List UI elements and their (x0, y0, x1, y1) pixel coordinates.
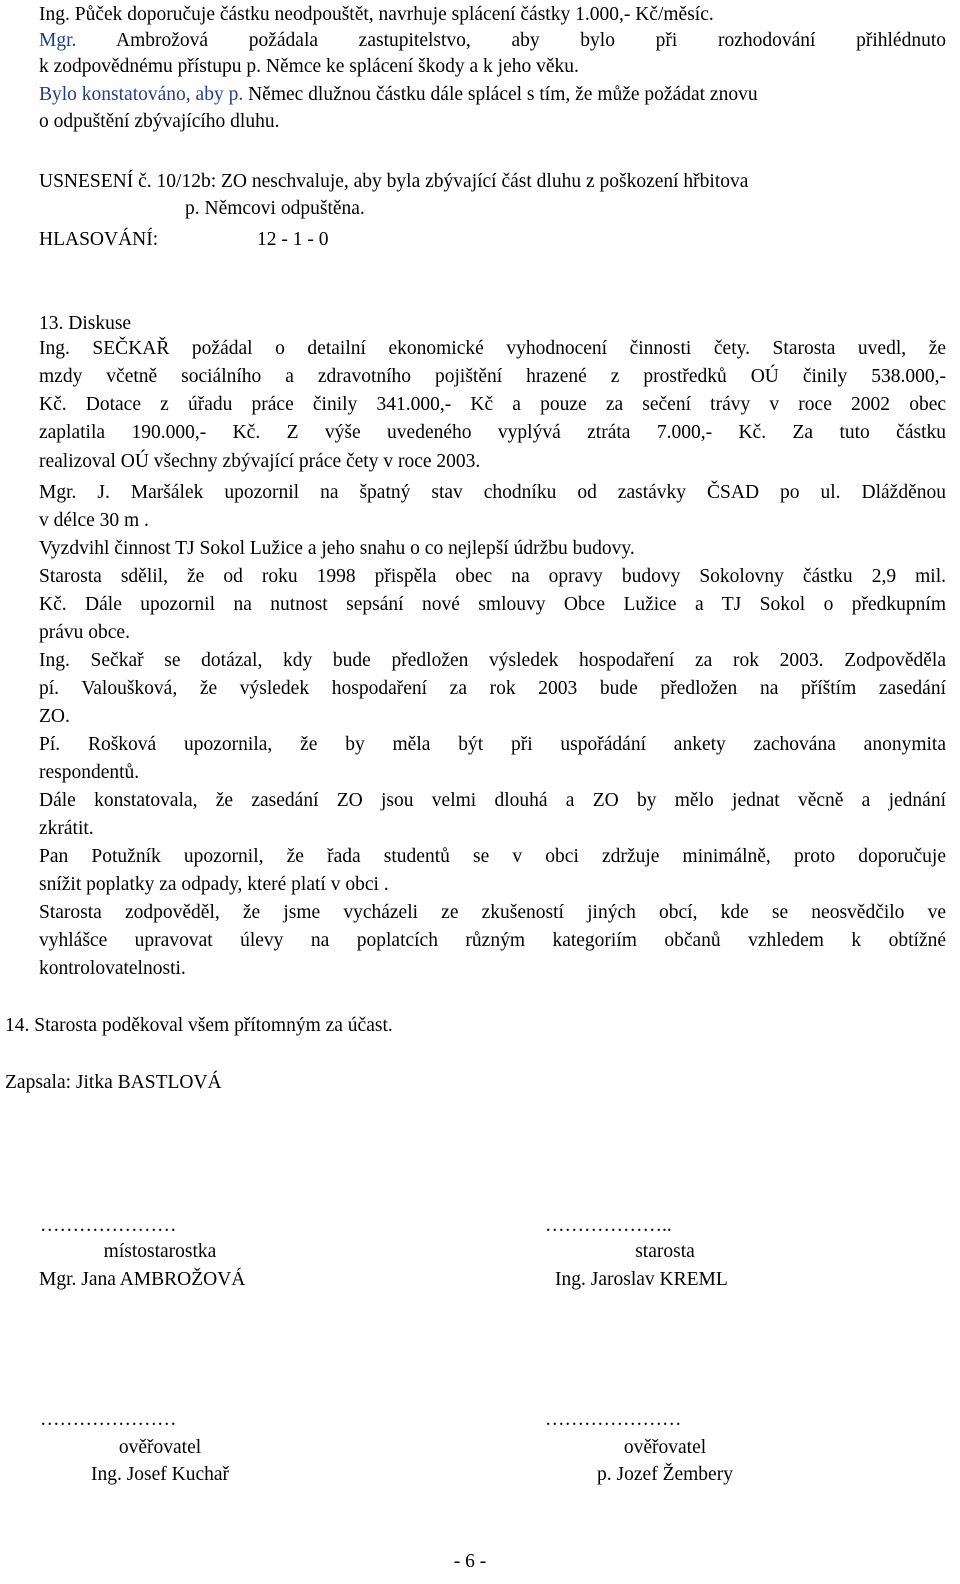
signature-line-verifier-2: ………………… (545, 1409, 682, 1430)
signature-line-deputy: ………………… (40, 1215, 177, 1236)
intro-line-4-prefix: Bylo konstatováno, aby p. (39, 84, 244, 105)
discussion-line: Mgr. J. Maršálek upozornil na špatný stav chodníku od zastávky ČSAD po ul. Dlážděnou (39, 482, 946, 503)
intro-line-5: o odpuštění zbývajícího dluhu. (39, 111, 280, 132)
discussion-line: v délce 30 m . (39, 510, 149, 531)
verifier-2-role: ověřovatel (623, 1437, 707, 1458)
discussion-line: mzdy včetně sociálního a zdravotního pojištění hrazené z prostředků OÚ činily 538.000,- (39, 366, 946, 387)
discussion-line: Ing. SEČKAŘ požádal o detailní ekonomické vyhodnocení činnosti čety. Starosta uvedl, že (39, 338, 946, 359)
deputy-name: Mgr. Jana AMBROŽOVÁ (39, 1269, 246, 1290)
vote-label: HLASOVÁNÍ: (39, 229, 159, 250)
discussion-line: zkrátit. (39, 818, 94, 839)
intro-line-2-prefix: Mgr. (39, 30, 77, 51)
resolution-text: USNESENÍ č. 10/12b: ZO neschvaluje, aby byla zbývající část dluhu z poškození hřbitova (39, 171, 749, 192)
recorder-line: Zapsala: Jitka BASTLOVÁ (5, 1072, 222, 1093)
discussion-line: zaplatila 190.000,- Kč. Z výše uvedeného vyplývá ztráta 7.000,- Kč. Za tuto částku (39, 422, 946, 443)
discussion-heading: 13. Diskuse (39, 313, 132, 334)
discussion-line: Kč. Dále upozornil na nutnost sepsání nové smlouvy Obce Lužice a TJ Sokol o předkupním (39, 594, 946, 615)
signature-line-mayor: ……………….. (545, 1215, 672, 1236)
resolution-text-cont: p. Němcovi odpuštěna. (185, 198, 365, 219)
discussion-line: Kč. Dotace z úřadu práce činily 341.000,- Kč a pouze za sečení trávy v roce 2002 obec (39, 394, 946, 415)
discussion-line: Starosta sdělil, že od roku 1998 přispěla obec na opravy budovy Sokolovny částku 2,9 mil. (39, 566, 946, 587)
discussion-line: respondentů. (39, 762, 140, 783)
verifier-1-name: Ing. Josef Kuchař (90, 1464, 230, 1485)
deputy-role: místostarostka (103, 1241, 217, 1262)
intro-line-4-text: Němec dlužnou částku dále splácel s tím, že může požádat znovu (248, 84, 758, 105)
discussion-line: Pí. Rošková upozornila, že by měla být při uspořádání ankety zachována anonymita (39, 734, 946, 755)
mayor-role: starosta (635, 1241, 695, 1262)
intro-line-3: k zodpovědnému přístupu p. Němce ke splácení škody a k jeho věku. (39, 56, 579, 77)
discussion-line: Ing. Sečkař se dotázal, kdy bude předložen výsledek hospodaření za rok 2003. Zodpověděla (39, 650, 946, 671)
mayor-name: Ing. Jaroslav KREML (555, 1269, 728, 1290)
discussion-line: snížit poplatky za odpady, které platí v obci . (39, 874, 389, 895)
discussion-line: realizoval OÚ všechny zbývající práce čety v roce 2003. (39, 451, 481, 472)
discussion-line: Dále konstatovala, že zasedání ZO jsou velmi dlouhá a ZO by mělo jednat věcně a jednání (39, 790, 946, 811)
discussion-line: Pan Potužník upozornil, že řada studentů se v obci zdržuje minimálně, proto doporučuje (39, 846, 946, 867)
intro-line-2 (39, 29, 946, 53)
discussion-line: právu obce. (39, 622, 130, 643)
intro-line-4 (39, 83, 758, 107)
discussion-line: kontrolovatelnosti. (39, 958, 186, 979)
discussion-line: ZO. (39, 706, 70, 727)
discussion-line: Vyzdvihl činnost TJ Sokol Lužice a jeho snahu o co nejlepší údržbu budovy. (39, 538, 635, 559)
closing-item: 14. Starosta poděkoval všem přítomným za účast. (5, 1015, 393, 1036)
discussion-line: pí. Valoušková, že výsledek hospodaření za rok 2003 bude předložen na příštím zasedání (39, 678, 946, 699)
discussion-line: Starosta zodpověděl, že jsme vycházeli ze zkušeností jiných obcí, kde se neosvědčilo ve (39, 902, 946, 923)
intro-line-2-text: Ambrožová požádala zastupitelstvo, aby bylo při rozhodování přihlédnuto (116, 30, 946, 51)
signature-line-verifier-1: ………………… (40, 1409, 177, 1430)
page-number: - 6 - (453, 1551, 487, 1572)
discussion-line: vyhlášce upravovat úlevy na poplatcích různým kategoriím občanů vzhledem k obtížné (39, 930, 946, 951)
verifier-2-name: p. Jozef Žembery (597, 1464, 733, 1485)
verifier-1-role: ověřovatel (118, 1437, 202, 1458)
intro-line-1: Ing. Půček doporučuje částku neodpouštět, navrhuje splácení částky 1.000,- Kč/měsíc. (39, 4, 714, 25)
vote-result: 12 - 1 - 0 (257, 229, 329, 250)
